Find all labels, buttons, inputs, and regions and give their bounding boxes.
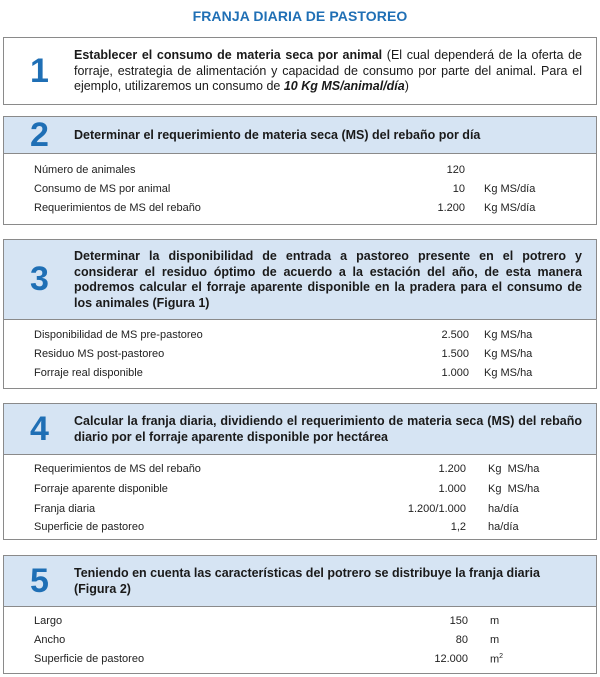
step-number: 1: [30, 52, 49, 90]
row-value: 1.200: [437, 202, 465, 214]
step-5-heading: Teniendo en cuenta las características del potrero se distribuye la franja diaria (Figura 2): [74, 566, 540, 596]
row-value: 1.200: [438, 463, 466, 475]
step-3-table: [4, 319, 596, 389]
row-unit: [490, 653, 503, 666]
step-4-table: [4, 454, 596, 540]
table-row: [4, 183, 596, 201]
step-2-heading: Determinar el requerimiento de materia seca (MS) del rebaño por día: [74, 128, 481, 142]
row-unit: Kg MS/día: [484, 202, 536, 214]
row-label: Largo: [34, 615, 63, 627]
row-value: 150: [449, 615, 468, 627]
step-2-header: [4, 117, 596, 153]
step-5-box: [3, 555, 597, 674]
step-1-header: [4, 38, 596, 104]
row-unit: ha/día: [488, 521, 519, 533]
row-label: Forraje real disponible: [34, 367, 143, 379]
row-unit: m: [490, 634, 500, 646]
row-value: 1.000: [438, 483, 466, 495]
step-number: 2: [30, 116, 49, 154]
row-value: 1.000: [441, 367, 469, 379]
step-1-text-b: ): [404, 79, 409, 93]
step-2-table: [4, 153, 596, 225]
table-row: [4, 367, 596, 385]
step-4-box: [3, 403, 597, 540]
step-2-box: [3, 116, 597, 225]
table-row: [4, 653, 596, 671]
table-row: [4, 329, 596, 347]
row-value: 2.500: [441, 329, 469, 341]
table-row: [4, 615, 596, 633]
row-label: Superficie de pastoreo: [34, 653, 145, 665]
step-1-text: [74, 48, 582, 95]
row-unit: Kg MS/ha: [484, 348, 533, 360]
row-unit: Kg MS/ha: [488, 483, 540, 495]
step-3-header: [4, 240, 596, 319]
step-1-bold-text: Establecer el consumo de materia seca por animal: [74, 48, 383, 62]
step-1-emphasis: 10 Kg MS/animal/día: [283, 79, 405, 93]
table-row: [4, 483, 596, 501]
table-row: [4, 503, 596, 521]
row-label: Número de animales: [34, 164, 136, 176]
row-value: 10: [452, 183, 465, 195]
row-value: 80: [455, 634, 468, 646]
step-1-box: [3, 37, 597, 105]
row-unit: Kg MS/ha: [488, 463, 540, 475]
row-unit: Kg MS/ha: [484, 329, 533, 341]
row-value: 12.000: [434, 653, 468, 665]
step-number: 3: [30, 260, 49, 298]
row-unit: m: [490, 615, 500, 627]
row-value: 120: [446, 164, 465, 176]
row-label: Requerimientos de MS del rebaño: [34, 463, 201, 475]
step-5-header: [4, 556, 596, 606]
table-row: [4, 164, 596, 182]
row-label: Franja diaria: [34, 503, 96, 515]
row-label: Forraje aparente disponible: [34, 483, 168, 495]
step-1-text-a: (El cual dependerá de la oferta de forraje, estrategia de alimentación y capacidad de consumo por parte del animal. Para el ejemplo, utilizaremos un consumo de: [74, 48, 583, 93]
row-unit: ha/día: [488, 503, 519, 515]
row-value: 1.500: [441, 348, 469, 360]
row-unit: Kg MS/día: [484, 183, 536, 195]
row-label: Consumo de MS por animal: [34, 183, 171, 195]
page-title: FRANJA DIARIA DE PASTOREO: [192, 8, 408, 24]
row-label: Residuo MS post-pastoreo: [34, 348, 165, 360]
step-number: 4: [30, 410, 49, 448]
step-5-table: [4, 606, 596, 674]
row-unit-text: m: [490, 653, 500, 666]
table-row: [4, 348, 596, 366]
row-value: 1.200/1.000: [407, 503, 466, 515]
row-unit-superscript: 2: [499, 653, 504, 660]
row-label: Superficie de pastoreo: [34, 521, 145, 533]
row-label: Disponibilidad de MS pre-pastoreo: [34, 329, 203, 341]
step-4-header: [4, 404, 596, 454]
step-3-box: [3, 239, 597, 389]
step-3-heading: Determinar la disponibilidad de entrada a pastoreo presente en el potrero y considerar el residuo óptimo de acuerdo a la estación del año, de esta manera podremos calcular el forraje aparente disponible en la pradera para el consumo de los animales (Figura 1): [74, 249, 582, 310]
row-label: Requerimientos de MS del rebaño: [34, 202, 201, 214]
table-row: [4, 463, 596, 481]
row-label: Ancho: [34, 634, 66, 646]
step-4-heading: Calcular la franja diaria, dividiendo el requerimiento de materia seca (MS) del rebaño diario por el forraje aparente disponible por hectárea: [74, 414, 582, 444]
row-value: 1,2: [450, 521, 466, 533]
table-row: [4, 521, 596, 539]
row-unit: Kg MS/ha: [484, 367, 533, 379]
step-number: 5: [30, 562, 49, 600]
table-row: [4, 202, 596, 220]
table-row: [4, 634, 596, 652]
